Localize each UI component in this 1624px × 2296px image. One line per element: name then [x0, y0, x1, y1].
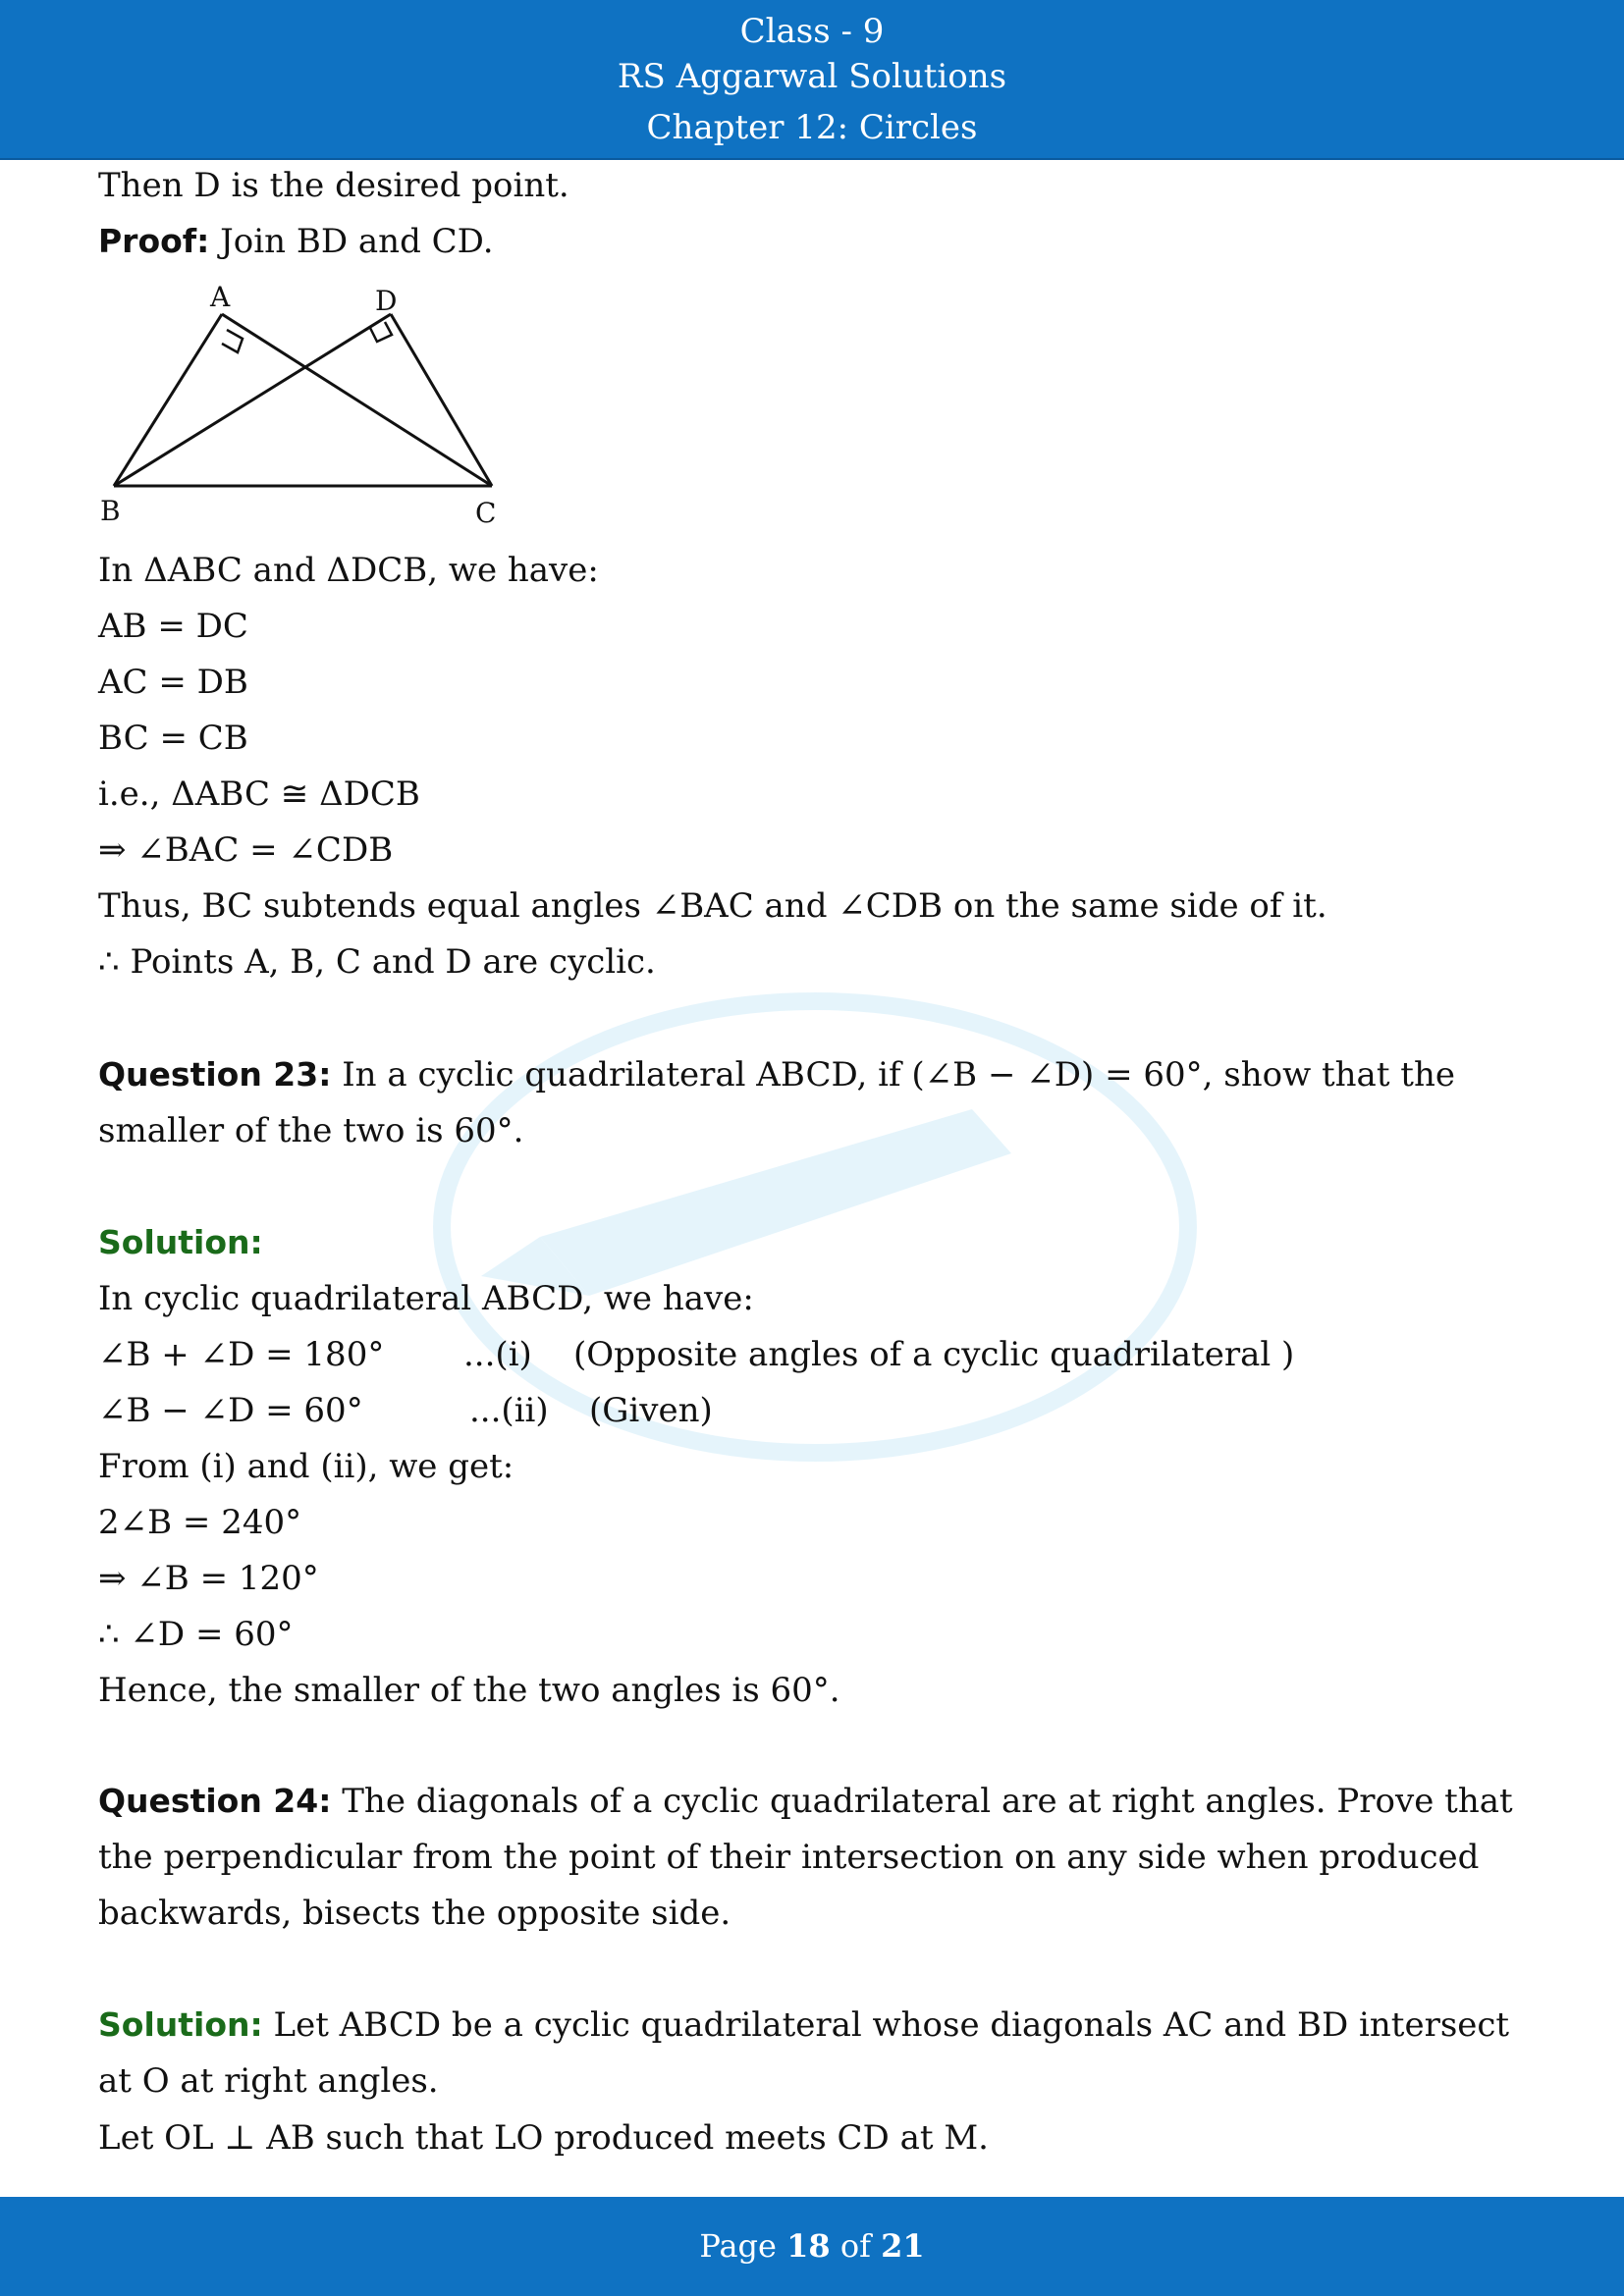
question-label: Question 23: [98, 1055, 332, 1094]
question-text: In a cyclic quadrilateral ABCD, if (∠B − ∠D) = 60°, show that the smaller of the two is 60°. [98, 1055, 1455, 1150]
footer-middle: of [830, 2227, 882, 2265]
header-class: Class - 9 [739, 12, 885, 51]
equation-line: ⇒ ∠BAC = ∠CDB [98, 830, 394, 870]
equation-line: ∴ ∠D = 60° [98, 1615, 294, 1654]
page-footer [0, 2197, 1624, 2296]
text-line: ∴ Points A, B, C and D are cyclic. [98, 942, 656, 982]
text-line: In cyclic quadrilateral ABCD, we have: [98, 1279, 754, 1318]
page-header [0, 0, 1624, 160]
equation-note: (Given) [589, 1391, 713, 1430]
question-text: The diagonals of a cyclic quadrilateral are at right angles. Prove that the perpendicular from the point of their intersection on any side when produced backwards, bisects the opposite side. [98, 1782, 1513, 1933]
solution-23-heading [98, 1220, 1532, 1265]
text-line: Hence, the smaller of the two angles is 60°. [98, 1671, 840, 1710]
text-line: Let OL ⊥ AB such that LO produced meets CD at M. [98, 2118, 989, 2158]
equation-line [98, 1388, 1532, 1433]
header-chapter: Chapter 12: Circles [646, 108, 978, 147]
segment-ba [114, 314, 222, 486]
equation-line: i.e., ΔABC ≅ ΔDCB [98, 774, 420, 814]
question-24 [98, 1773, 1532, 1942]
question-label: Question 24: [98, 1782, 332, 1820]
label-b: B [100, 495, 121, 527]
right-angle-a [222, 330, 243, 352]
solution-label: Solution: [98, 2005, 263, 2044]
segment-dc [391, 314, 492, 486]
proof-line [98, 219, 1532, 264]
text-line: In ΔABC and ΔDCB, we have: [98, 551, 599, 590]
equation-tag: ...(i) [463, 1335, 532, 1374]
segment-bd [114, 314, 391, 486]
equation-line [98, 1332, 1532, 1377]
proof-text: Join BD and CD. [209, 222, 494, 261]
equation-tag: ...(ii) [469, 1391, 549, 1430]
segment-ac [222, 314, 492, 486]
question-23 [98, 1046, 1532, 1159]
solution-24 [98, 1997, 1532, 2109]
label-a: A [210, 281, 231, 313]
equation-line: 2∠B = 240° [98, 1503, 302, 1542]
label-c: C [475, 497, 497, 529]
equation-line: BC = CB [98, 719, 248, 758]
equation: ∠B + ∠D = 180° [98, 1335, 385, 1374]
equation-line: AC = DB [98, 663, 248, 702]
label-d: D [375, 285, 398, 317]
text-line: Thus, BC subtends equal angles ∠BAC and ∠CDB on the same side of it. [98, 886, 1327, 926]
footer-prefix: Page [699, 2227, 787, 2265]
current-page: 18 [786, 2227, 831, 2265]
equation-line: ⇒ ∠B = 120° [98, 1559, 319, 1598]
header-book: RS Aggarwal Solutions [617, 57, 1007, 96]
solution-label: Solution: [98, 1223, 263, 1261]
equation: ∠B − ∠D = 60° [98, 1391, 363, 1430]
text-line: Then D is the desired point. [98, 166, 569, 205]
text-line: From (i) and (ii), we get: [98, 1447, 514, 1486]
total-pages: 21 [881, 2227, 925, 2265]
equation-note: (Opposite angles of a cyclic quadrilateral ) [573, 1335, 1295, 1374]
equation-line: AB = DC [98, 607, 248, 646]
triangle-figure [94, 277, 516, 534]
proof-label: Proof: [98, 222, 210, 260]
solution-text: Let ABCD be a cyclic quadrilateral whose diagonals AC and BD intersect at O at right angles. [98, 2005, 1510, 2101]
